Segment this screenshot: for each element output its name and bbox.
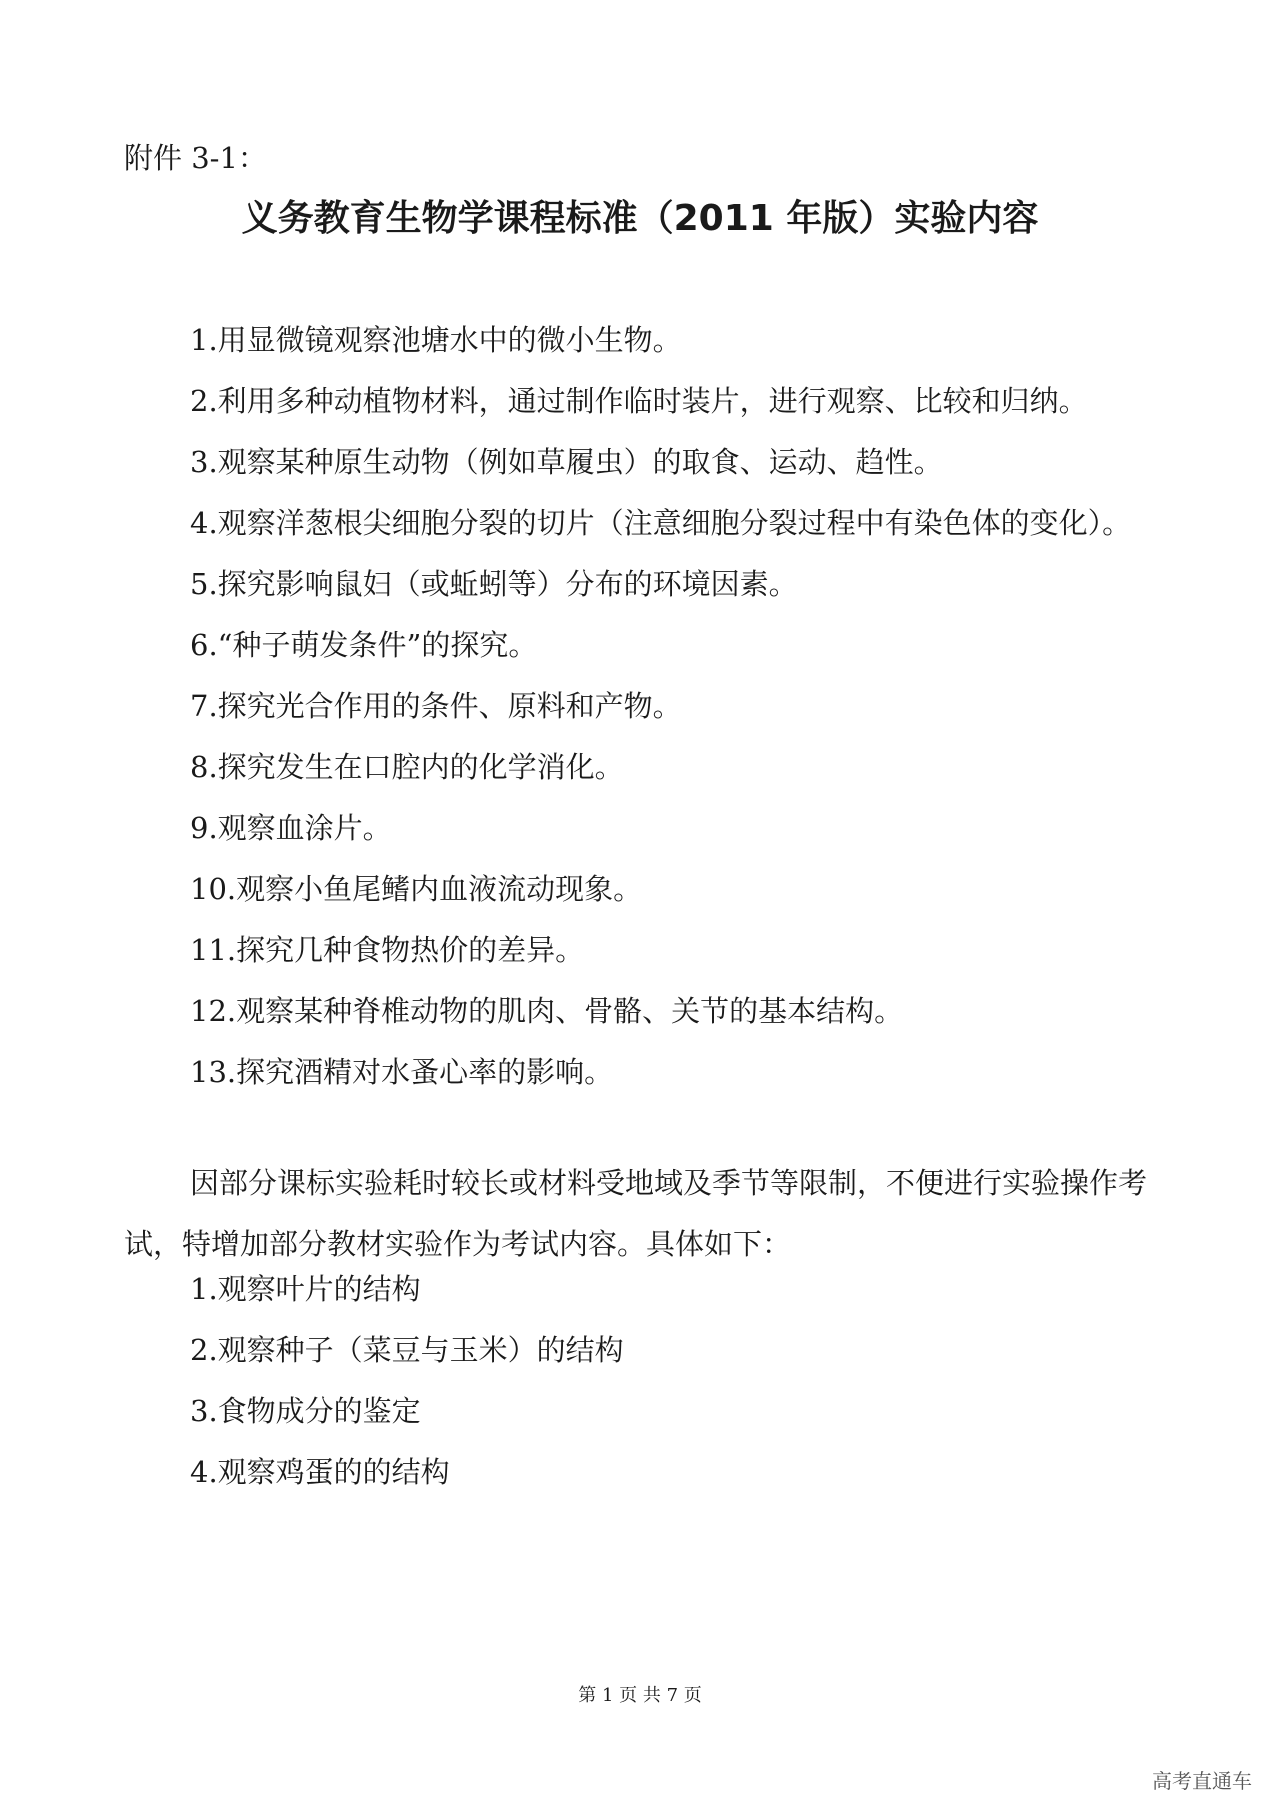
note-paragraph: 因部分课标实验耗时较长或材料受地域及季节等限制，不便进行实验操作考试，特增加部分教材实验作为考试内容。具体如下： [124, 1166, 1148, 1261]
list-item: 11.探究几种食物热价的差异。 [190, 933, 585, 967]
list-item: 12.观察某种脊椎动物的肌肉、骨骼、关节的基本结构。 [190, 994, 904, 1028]
list-item: 7.探究光合作用的条件、原料和产物。 [190, 689, 682, 723]
extra-experiment-list [190, 1269, 624, 1513]
list-item: 9.观察血涂片。 [190, 811, 392, 845]
list-item: 2.利用多种动植物材料，通过制作临时装片，进行观察、比较和归纳。 [190, 384, 1088, 418]
list-item: 4.观察鸡蛋的的结构 [190, 1455, 450, 1489]
list-item: 4.观察洋葱根尖细胞分裂的切片（注意细胞分裂过程中有染色体的变化）。 [190, 506, 1132, 540]
watermark: 高考直通车 [1152, 1769, 1252, 1793]
list-item: 1.观察叶片的结构 [190, 1272, 421, 1306]
list-item: 1.用显微镜观察池塘水中的微小生物。 [190, 323, 682, 357]
list-item: 13.探究酒精对水蚤心率的影响。 [190, 1055, 614, 1089]
document-title: 义务教育生物学课程标准（2011 年版）实验内容 [241, 198, 1039, 239]
list-item: 10.观察小鱼尾鳍内血液流动现象。 [190, 872, 643, 906]
list-item: 3.食物成分的鉴定 [190, 1394, 421, 1428]
list-item: 6.“种子萌发条件”的探究。 [190, 628, 538, 662]
list-item: 3.观察某种原生动物（例如草履虫）的取食、运动、趋性。 [190, 445, 943, 479]
attachment-label: 附件 3-1： [124, 141, 267, 175]
experiment-list [190, 320, 1131, 1113]
list-item: 8.探究发生在口腔内的化学消化。 [190, 750, 624, 784]
list-item: 5.探究影响鼠妇（或蚯蚓等）分布的环境因素。 [190, 567, 798, 601]
list-item: 2.观察种子（菜豆与玉米）的结构 [190, 1333, 624, 1367]
page-number: 第 1 页 共 7 页 [578, 1685, 702, 1706]
